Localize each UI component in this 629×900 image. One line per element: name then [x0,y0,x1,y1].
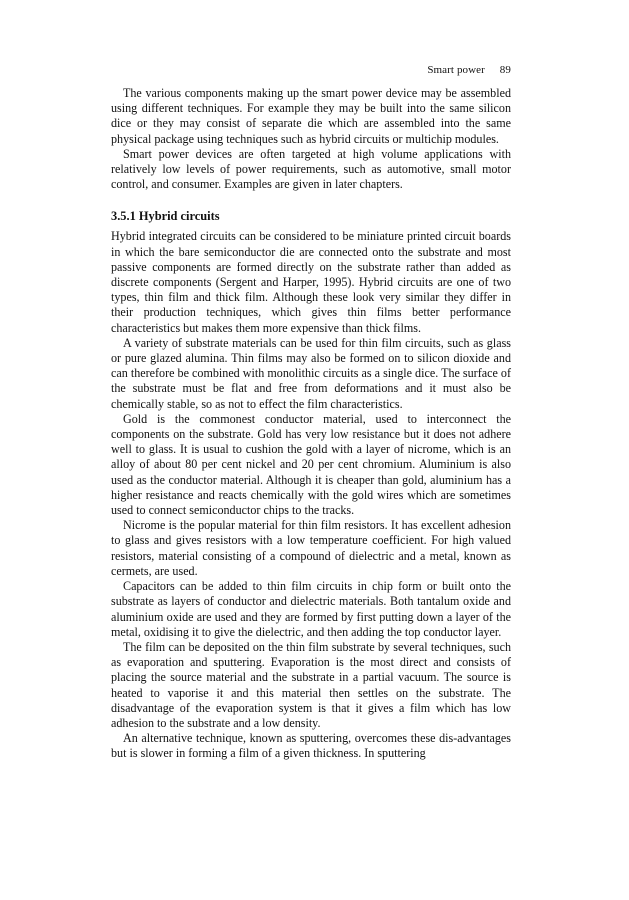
page-number: 89 [499,64,511,76]
paragraph: Smart power devices are often targeted at high volume applications with relatively low levels of power requirements, such as automotive, small motor control, and consumer. Examples are given in later chapters. [111,146,511,192]
running-header [427,64,511,76]
paragraph: Capacitors can be added to thin film circuits in chip form or built onto the substrate as layers of conductor and dielectric materials. Both tantalum oxide and aluminium oxide are used and they are formed by first putting down a layer of the metal, oxidising it to give the dielectric, and then adding the top conductor layer. [111,579,511,639]
paragraph: Nicrome is the popular material for thin film resistors. It has excellent adhesion to glass and gives resistors with a low temperature coefficient. For high valued resistors, material consisting of a compound of dielectric and a metal, known as cermets, are used. [111,518,511,578]
paragraph: The film can be deposited on the thin film substrate by several techniques, such as evaporation and sputtering. Evaporation is the most direct and consists of placing the source material and the substrate in a partial vacuum. The source is heated to vaporise it and this material then settles on the substrate. The disadvantage of the evaporation system is that it gives a film which has low adhesion to the substrate and a low density. [111,639,511,730]
paragraph: A variety of substrate materials can be used for thin film circuits, such as glass or pure glazed alumina. Thin films may also be formed on to silicon dioxide and can therefore be combined with monolithic circuits as a single dice. The surface of the substrate must be flat and free from deformations and it must also be chemically stable, so as not to effect the film characteristics. [111,335,511,411]
paragraph: Hybrid integrated circuits can be considered to be miniature printed circuit boards in which the bare semiconductor die are connected onto the substrate and most passive components are formed directly on the substrate rather than added as discrete components (Sergent and Harper, 1995). Hybrid circuits are one of two types, thin film and thick film. Although these look very similar they differ in their production techniques, which gives thin films better performance characteristics but makes them more expensive than thick films. [111,229,511,335]
paragraph: Gold is the commonest conductor material, used to interconnect the components on the substrate. Gold has very low resistance but it does not adhere well to glass. It is usual to cushion the gold with a layer of nicrome, which is an alloy of about 80 per cent nickel and 20 per cent chromium. Aluminium is also used as the conductor material. Although it is cheaper than gold, aluminium has a higher resistance and reacts chemically with the gold wires which are sometimes used to connect semiconductor chips to the tracks. [111,411,511,518]
paragraph: The various components making up the smart power device may be assembled using different techniques. For example they may be built into the same silicon dice or they may consist of separate die which are assembled into the same physical package using techniques such as hybrid circuits or multichip modules. [111,86,511,146]
body-text [111,86,511,762]
running-title: Smart power [427,64,485,76]
section-heading: 3.5.1 Hybrid circuits [111,209,220,224]
paragraph: An alternative technique, known as sputtering, overcomes these dis-advantages but is slower in forming a film of a given thickness. In sputtering [111,731,511,761]
